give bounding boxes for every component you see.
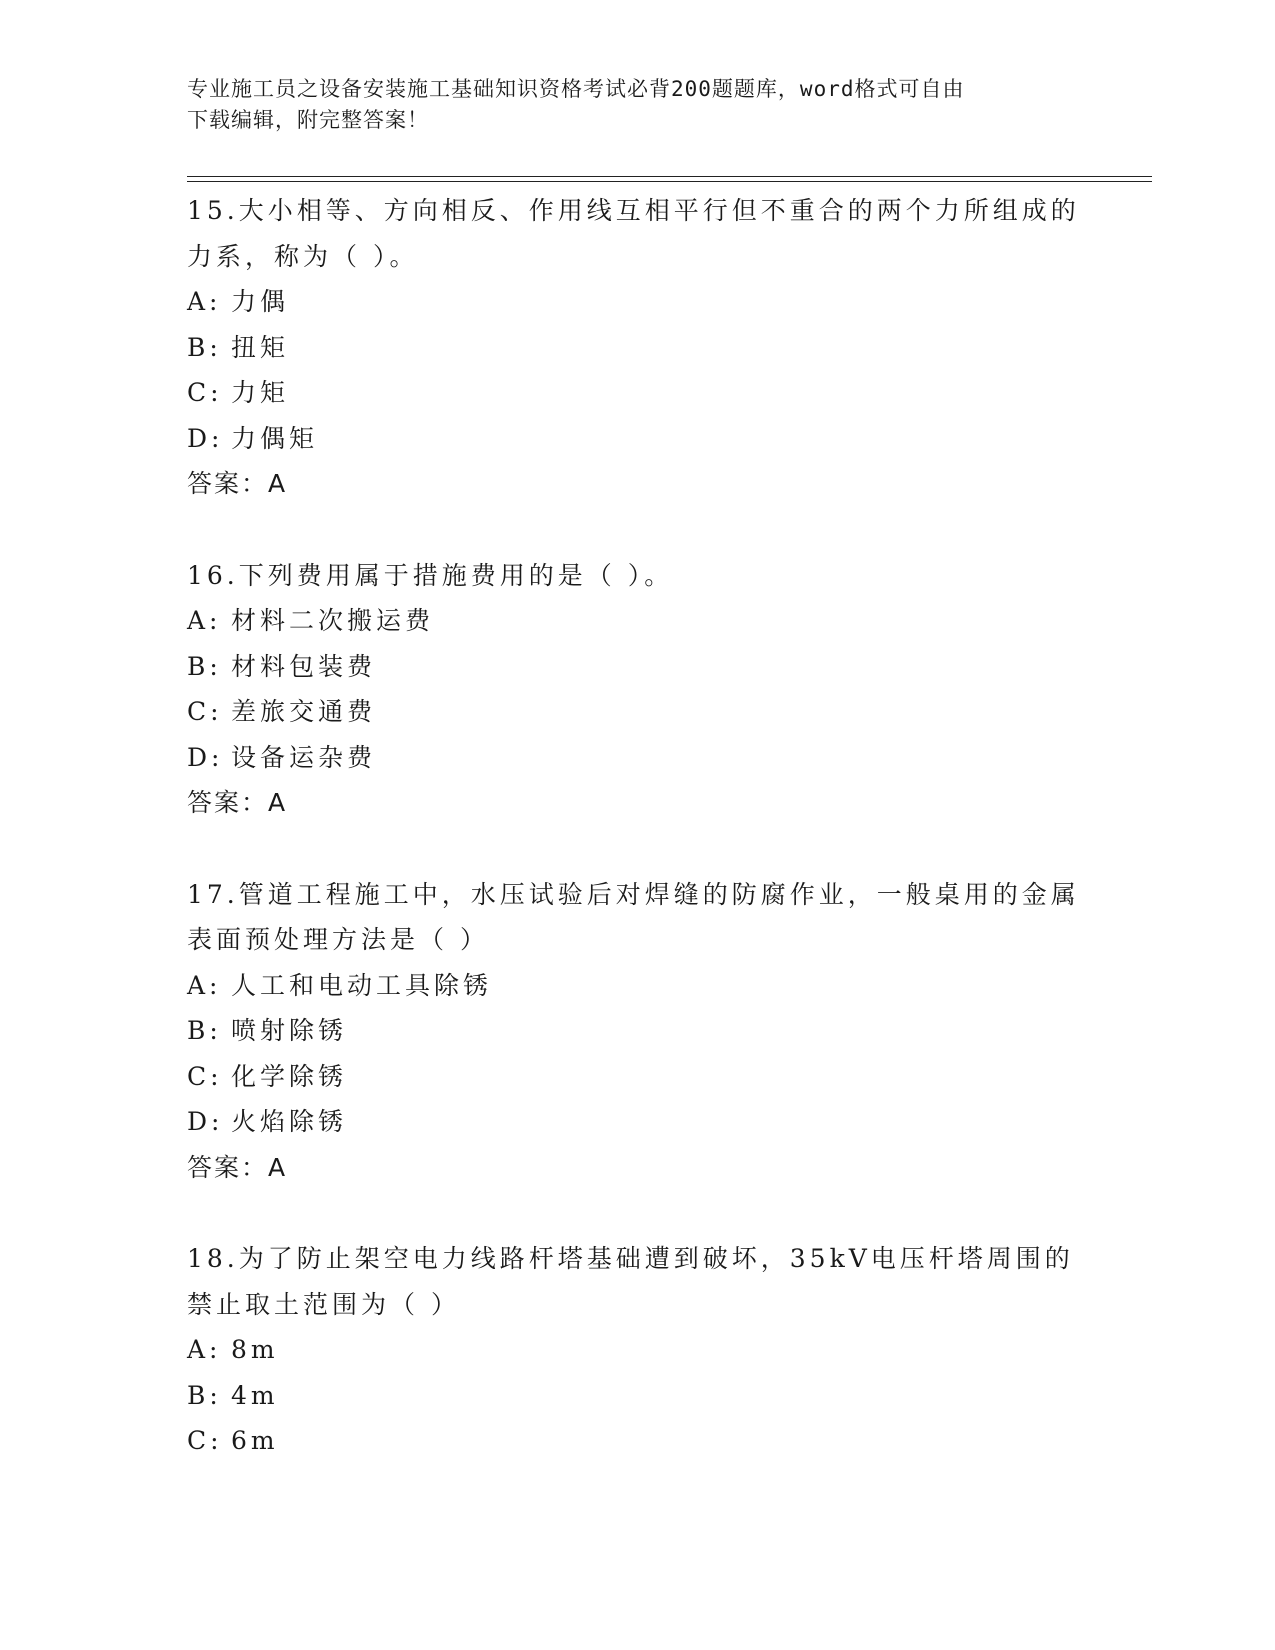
option-text: 材料包装费 [231, 651, 377, 681]
option-c [187, 370, 1087, 416]
option-b [187, 325, 1087, 371]
option-d [187, 1099, 1087, 1145]
option-letter: C: [187, 1061, 223, 1091]
option-b [187, 644, 1087, 690]
option-letter: D: [187, 742, 224, 772]
option-a [187, 963, 1087, 1009]
header-divider-bottom [187, 181, 1152, 182]
option-letter: D: [187, 423, 224, 453]
option-text: 喷射除锈 [231, 1016, 348, 1045]
option-text: 力偶矩 [231, 423, 319, 453]
option-text: 力矩 [231, 378, 290, 407]
header-divider-top [187, 176, 1152, 177]
option-a [187, 279, 1087, 325]
header-line-1: 专业施工员之设备安装施工基础知识资格考试必背200题题库，word格式可自由 [187, 77, 965, 101]
option-a [187, 598, 1087, 644]
option-letter: C: [187, 378, 223, 407]
option-b [187, 1008, 1087, 1054]
question-text: 15.大小相等、方向相反、作用线互相平行但不重合的两个力所组成的力系，称为（ ）。 [187, 196, 1080, 271]
question-text: 17.管道工程施工中，水压试验后对焊缝的防腐作业，一般桌用的金属表面预处理方法是（ ） [187, 879, 1080, 954]
option-text: 力偶 [231, 287, 290, 316]
option-text: 人工和电动工具除锈 [231, 970, 493, 1000]
answer-line: 答案：A [187, 788, 288, 817]
option-letter: C: [187, 697, 223, 726]
option-letter: D: [187, 1107, 224, 1136]
option-d [187, 416, 1087, 462]
option-letter: A: [187, 287, 222, 316]
question-15 [187, 188, 1087, 507]
header-line-2: 下载编辑，附完整答案！ [187, 108, 429, 132]
option-text: 4m [231, 1380, 279, 1410]
option-text: 差旅交通费 [231, 697, 377, 726]
option-text: 8m [231, 1335, 279, 1364]
option-letter: A: [187, 606, 222, 635]
answer-line: 答案：A [187, 1152, 288, 1182]
option-letter: A: [187, 1335, 222, 1364]
question-18 [187, 1236, 1087, 1464]
option-b [187, 1373, 1087, 1419]
option-letter: C: [187, 1426, 223, 1455]
option-letter: B: [187, 1016, 222, 1045]
question-16 [187, 553, 1087, 826]
option-letter: B: [187, 1380, 222, 1410]
question-list [187, 188, 1087, 1510]
option-a [187, 1327, 1087, 1373]
option-c [187, 1054, 1087, 1100]
question-text: 18.为了防止架空电力线路杆塔基础遭到破坏，35kV电压杆塔周围的禁止取土范围为（ ） [187, 1244, 1074, 1319]
option-text: 火焰除锈 [231, 1107, 348, 1136]
question-text: 16.下列费用属于措施费用的是（ ）。 [187, 560, 674, 590]
option-d [187, 735, 1087, 781]
option-text: 材料二次搬运费 [231, 606, 435, 635]
option-c [187, 689, 1087, 735]
option-letter: A: [187, 970, 222, 1000]
answer-line: 答案：A [187, 469, 288, 498]
option-text: 扭矩 [231, 332, 290, 362]
option-letter: B: [187, 651, 222, 681]
document-header [187, 74, 1067, 136]
question-17 [187, 872, 1087, 1191]
option-c [187, 1418, 1087, 1464]
option-letter: B: [187, 332, 222, 362]
option-text: 化学除锈 [231, 1061, 348, 1091]
option-text: 设备运杂费 [231, 742, 377, 772]
option-text: 6m [231, 1426, 279, 1455]
